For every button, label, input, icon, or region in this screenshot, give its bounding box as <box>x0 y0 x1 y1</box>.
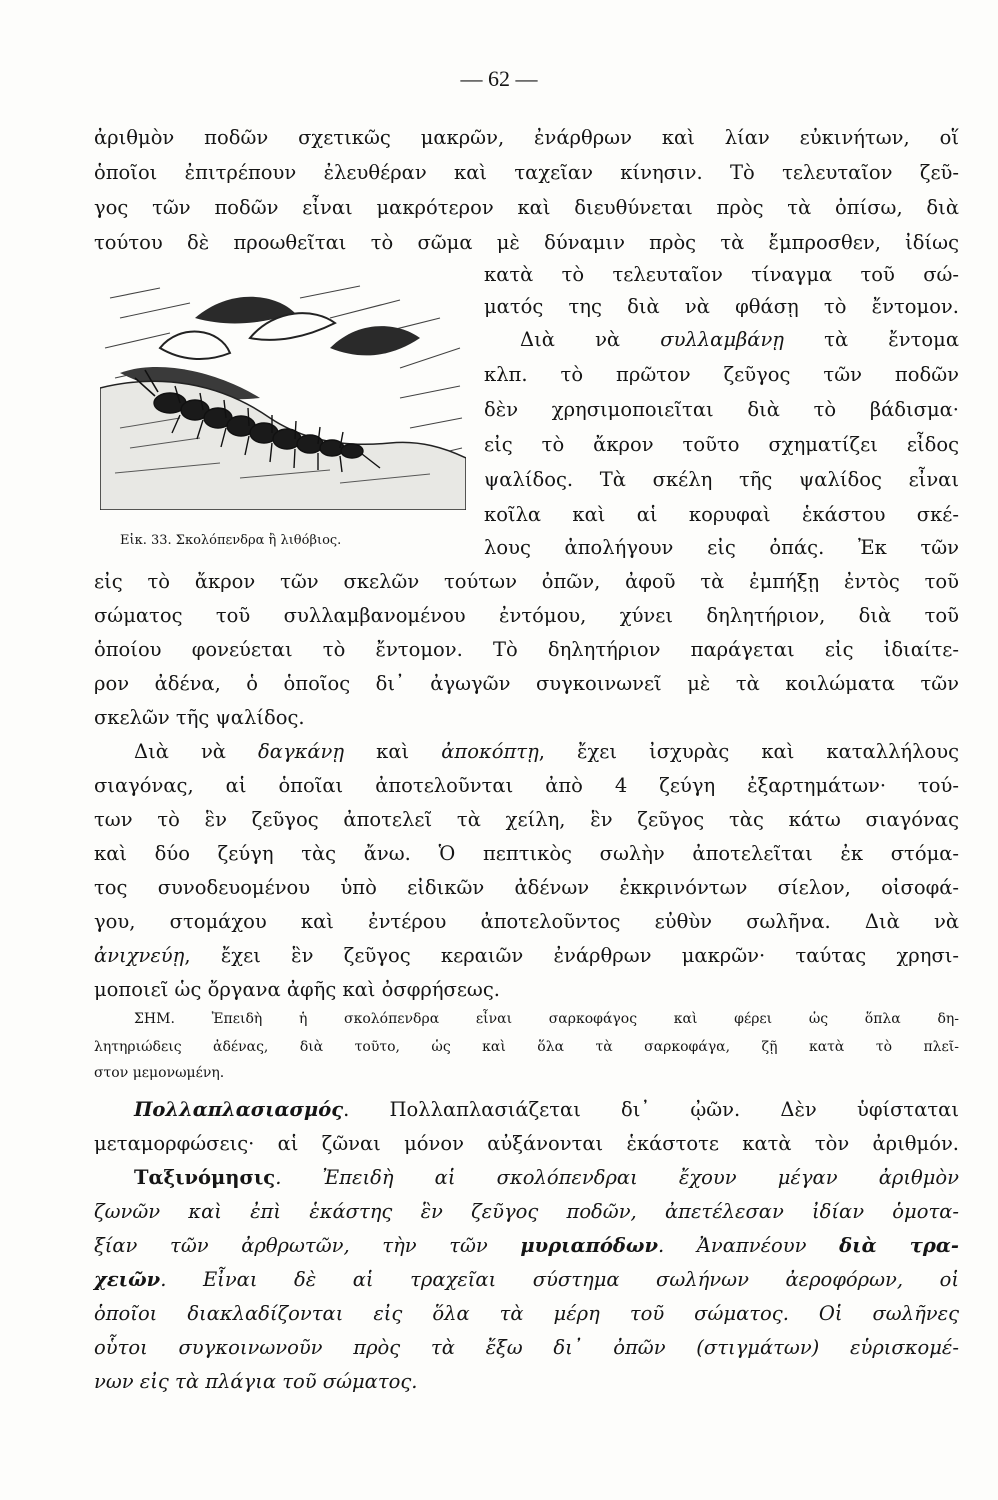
text-line: σώματος τοῦ συλλαμβανομένου ἐντόμου, χύνει δηλητήριον, διὰ τοῦ <box>94 604 959 627</box>
text-line <box>134 1100 959 1120</box>
text-line <box>94 1270 959 1290</box>
text-line: λους ἀπολήγουν εἰς ὀπάς. Ἐκ τῶν <box>484 536 959 559</box>
text-span: . Ἀναπνέουν <box>658 1234 840 1257</box>
page-number: — 62 — <box>460 66 538 91</box>
figure-caption: Εἰκ. 33. Σκολόπενδρα ἢ λιθόβιος. <box>120 533 342 548</box>
italic-term: δαγκάνῃ <box>258 740 345 763</box>
text-span: καὶ <box>344 740 442 763</box>
text-line: τος συνοδευομένου ὑπὸ εἰδικῶν ἀδένων ἐκκρινόντων σίελον, οἰσοφά- <box>94 876 959 899</box>
bold-term: χειῶν <box>94 1268 161 1291</box>
text-line: ὁποῖοι διακλαδίζονται εἰς ὅλα τὰ μέρη τοῦ σώματος. Οἱ σωλῆνες <box>94 1302 959 1325</box>
text-span: . Εἶναι δὲ αἱ τραχεῖαι σύστημα σωλήνων ἀεροφόρων, οἱ <box>160 1268 959 1291</box>
text-line <box>94 1236 959 1256</box>
text-line: κατὰ τὸ τελευταῖον τίναγμα τοῦ σώ- <box>484 263 959 286</box>
note-line: λητηριώδεις ἀδένας, διὰ τοῦτο, ὡς καὶ ὅλα τὰ σαρκοφάγα, ζῇ κατὰ τὸ πλεῖ- <box>94 1039 959 1055</box>
text-line: εἰς τὸ ἄκρον τῶν σκελῶν τούτων ὀπῶν, ἀφοῦ τὰ ἐμπήξῃ ἐντὸς τοῦ <box>94 570 959 593</box>
text-line: μεταμορφώσεις· αἱ ζῶναι μόνον αὐξάνονται ἑκάστοτε κατὰ τὸν ἀριθμόν. <box>94 1132 959 1155</box>
text-line: ψαλίδος. Τὰ σκέλη τῆς ψαλίδος εἶναι <box>484 468 959 491</box>
text-span: Διὰ νὰ <box>134 740 259 763</box>
section-heading: Πολλαπλασιασμός <box>134 1098 344 1121</box>
bold-term: διὰ τρα- <box>839 1234 959 1257</box>
text-line: ζωνῶν καὶ ἐπὶ ἑκάστης ἓν ζεῦγος ποδῶν, ἀπετέλεσαν ἰδίαν ὁμοτα- <box>94 1200 959 1223</box>
text-line: εἰς τὸ ἄκρον τοῦτο σχηματίζει εἶδος <box>484 433 959 456</box>
text-line: σιαγόνας, αἱ ὁποῖαι ἀποτελοῦνται ἀπὸ 4 ζεύγη ἐξαρτημάτων· τού- <box>94 774 959 797</box>
note-line: στον μεμονωμένη. <box>94 1065 225 1081</box>
text-span: , ἔχει ἓν ζεῦγος κεραιῶν ἐνάρθρων μακρῶν· ταύτας χρησι- <box>184 944 959 967</box>
text-span: , ἔχει ἰσχυρὰς καὶ καταλλήλους <box>538 740 959 763</box>
text-line: ρον ἀδένα, ὁ ὁποῖος δι᾽ ἀγωγῶν συγκοινωνεῖ μὲ τὰ κοιλώματα τῶν <box>94 672 959 695</box>
text-line: ὁποίου φονεύεται τὸ ἔντομον. Τὸ δηλητήριον παράγεται εἰς ἰδιαίτε- <box>94 638 959 661</box>
text-line <box>520 330 959 350</box>
text-line: δὲν χρησιμοποιεῖται διὰ τὸ βάδισμα· <box>484 398 959 421</box>
centipede-illustration <box>100 278 466 510</box>
text-span: . Ἐπειδὴ αἱ σκολόπενδραι ἔχουν μέγαν ἀριθμὸν <box>275 1166 959 1189</box>
italic-term: ἀποκόπτῃ <box>441 740 539 763</box>
bold-term: μυριαπόδων <box>520 1234 658 1257</box>
text-line: νων εἰς τὰ πλάγια τοῦ σώματος. <box>94 1370 418 1393</box>
text-line: γου, στομάχου καὶ ἐντέρου ἀποτελοῦντος εὐθὺν σωλῆνα. Διὰ νὰ <box>94 910 959 933</box>
italic-term: συλλαμβάνῃ <box>660 328 784 351</box>
text-line <box>94 946 959 966</box>
text-line: των τὸ ἓν ζεῦγος ἀποτελεῖ τὰ χείλη, ἓν ζεῦγος τὰς κάτω σιαγόνας <box>94 808 959 831</box>
italic-term: ἀνιχνεύῃ <box>94 944 185 967</box>
text-line: μοποιεῖ ὡς ὄργανα ἀφῆς καὶ ὀσφρήσεως. <box>94 978 500 1001</box>
text-line: ματός της διὰ νὰ φθάσῃ τὸ ἔντομον. <box>484 295 959 318</box>
text-line <box>134 742 959 762</box>
text-line: οὗτοι συγκοινωνοῦν πρὸς τὰ ἔξω δι᾽ ὀπῶν (στιγμάτων) εὑρισκομέ- <box>94 1336 959 1359</box>
text-line: τούτου δὲ προωθεῖται τὸ σῶμα μὲ δύναμιν πρὸς τὰ ἔμπροσθεν, ἰδίως <box>94 231 959 254</box>
text-line: ἀριθμὸν ποδῶν σχετικῶς μακρῶν, ἐνάρθρων καὶ λίαν εὐκινήτων, οἵ <box>94 126 959 149</box>
text-line: γος τῶν ποδῶν εἶναι μακρότερον καὶ διευθύνεται πρὸς τὰ ὀπίσω, διὰ <box>94 196 959 219</box>
section-heading: Ταξινόμησις <box>134 1166 276 1189</box>
text-line: κλπ. τὸ πρῶτον ζεῦγος τῶν ποδῶν <box>484 363 959 386</box>
text-span: ξίαν τῶν ἀρθρωτῶν, τὴν τῶν <box>94 1234 521 1257</box>
text-span: τὰ ἔντομα <box>783 328 959 351</box>
text-line: καὶ δύο ζεύγη τὰς ἄνω. Ὁ πεπτικὸς σωλὴν ἀποτελεῖται ἐκ στόμα- <box>94 842 959 865</box>
text-span: Διὰ νὰ <box>520 328 661 351</box>
text-line: ὁποῖοι ἐπιτρέπουν ἐλευθέραν καὶ ταχεῖαν κίνησιν. Τὸ τελευταῖον ζεῦ- <box>94 161 959 184</box>
note-line: ΣΗΜ. Ἐπειδὴ ἡ σκολόπενδρα εἶναι σαρκοφάγος καὶ φέρει ὡς ὅπλα δη- <box>134 1011 959 1027</box>
text-span: . Πολλαπλασιάζεται δι᾽ ᾠῶν. Δὲν ὑφίσταται <box>343 1098 959 1121</box>
text-line: κοῖλα καὶ αἱ κορυφαὶ ἑκάστου σκέ- <box>484 503 959 526</box>
text-line <box>134 1168 959 1188</box>
text-line: σκελῶν τῆς ψαλίδος. <box>94 706 305 729</box>
